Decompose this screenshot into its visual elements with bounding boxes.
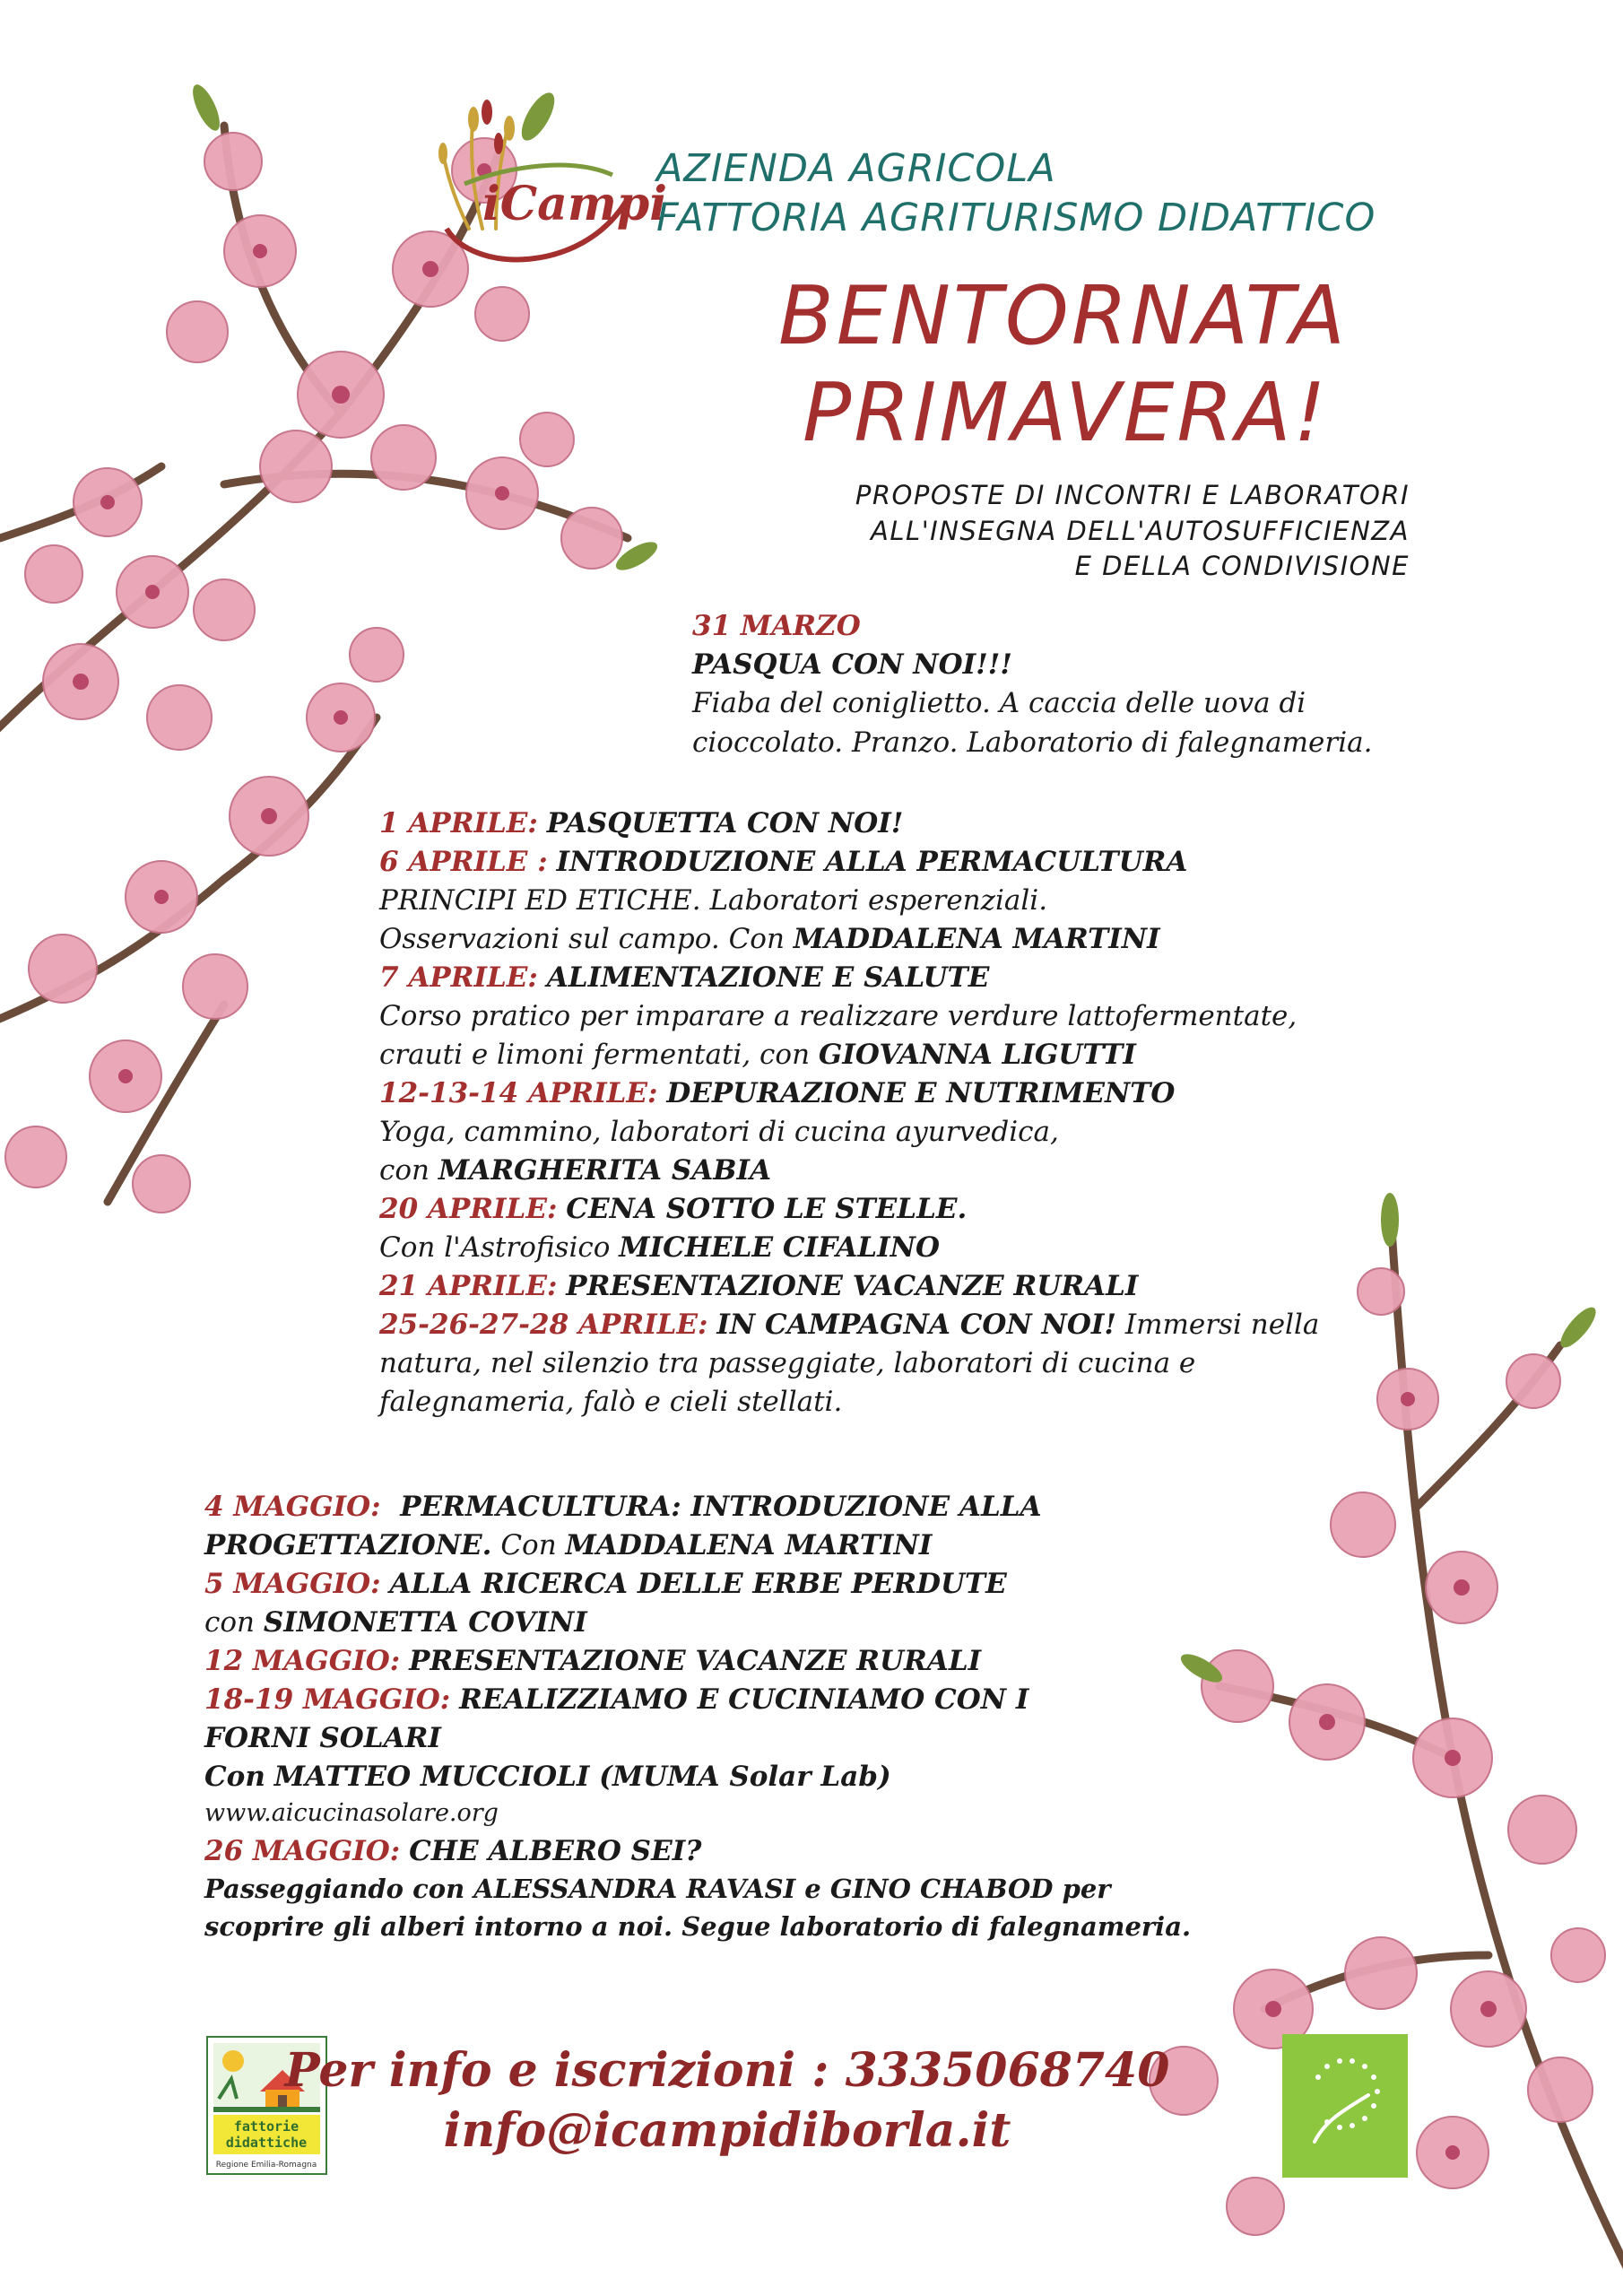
event-april-6: 6 APRILE : INTRODUZIONE ALLA PERMACULTURA: [379, 846, 1188, 878]
event-april-25-28: 25-26-27-28 APRILE: IN CAMPAGNA CON NOI! Immersi nella: [379, 1309, 1320, 1341]
event-may-18-19: 18-19 MAGGIO: REALIZZIAMO E CUCINIAMO CON I: [204, 1683, 1029, 1716]
icampi-logo-text: iCampi: [482, 177, 667, 231]
event-april-25-28-desc-2: natura, nel silenzio tra passeggiate, laboratori di cucina e: [379, 1347, 1196, 1379]
event-may-18-19-line-2: FORNI SOLARI: [204, 1722, 441, 1754]
event-may-12: 12 MAGGIO: PRESENTAZIONE VACANZE RURALI: [204, 1645, 982, 1677]
event-may-26-desc-2: scoprire gli alberi intorno a noi. Segue laboratorio di falegnameria.: [204, 1911, 1192, 1942]
org-name-line-1: AZIENDA AGRICOLA: [656, 146, 1056, 191]
event-april-6-desc-2: Osservazioni sul campo. Con MADDALENA MARTINI: [379, 923, 1160, 955]
event-may-4: 4 MAGGIO: PERMACULTURA: INTRODUZIONE ALLA: [204, 1491, 1042, 1523]
page-title-line-1: BENTORNATA: [778, 269, 1348, 363]
event-march-title: PASQUA CON NOI!!!: [692, 648, 1012, 681]
subtitle-line-2: ALL'INSEGNA DELL'AUTOSUFFICIENZA: [871, 516, 1410, 546]
event-april-25-28-desc-3: falegnameria, falò e cieli stellati.: [379, 1386, 843, 1418]
org-name-line-2: FATTORIA AGRITURISMO DIDATTICO: [656, 196, 1376, 240]
event-may-5-line-2: con SIMONETTA COVINI: [204, 1606, 587, 1639]
event-march-date: 31 MARZO: [692, 610, 861, 642]
subtitle-line-3: E DELLA CONDIVISIONE: [1074, 551, 1410, 581]
event-april-21: 21 APRILE: PRESENTAZIONE VACANZE RURALI: [379, 1270, 1139, 1302]
contact-email-link[interactable]: info@icampidiborla.it: [443, 2103, 1011, 2158]
event-may-26: 26 MAGGIO: CHE ALBERO SEI?: [204, 1835, 702, 1867]
icampi-logo: [420, 94, 667, 283]
event-april-6-desc-1: PRINCIPI ED ETICHE. Laboratori esperenziali.: [379, 884, 1048, 917]
page-title-line-2: PRIMAVERA!: [803, 366, 1329, 460]
fattorie-logo-line-1: fattorie: [233, 2118, 299, 2135]
event-april-1: 1 APRILE: PASQUETTA CON NOI!: [379, 807, 904, 839]
event-april-7-desc-2: crauti e limoni fermentati, con GIOVANNA LIGUTTI: [379, 1039, 1136, 1071]
event-march-desc-2: cioccolato. Pranzo. Laboratorio di falegnameria.: [692, 726, 1373, 759]
event-may-18-19-line-3: Con MATTEO MUCCIOLI (MUMA Solar Lab): [204, 1761, 891, 1793]
event-april-7: 7 APRILE: ALIMENTAZIONE E SALUTE: [379, 961, 990, 994]
event-april-12-14: 12-13-14 APRILE: DEPURAZIONE E NUTRIMENTO: [379, 1077, 1176, 1109]
contact-phone-line: Per info e iscrizioni : 3335068740: [284, 2043, 1170, 2098]
fattorie-logo-line-2: didattiche: [225, 2135, 308, 2151]
event-may-18-19-website-link[interactable]: www.aicucinasolare.org: [204, 1799, 499, 1827]
event-may-4-line-2: PROGETTAZIONE. Con MADDALENA MARTINI: [204, 1529, 933, 1561]
event-april-20-desc: Con l'Astrofisico MICHELE CIFALINO: [379, 1231, 940, 1264]
event-april-12-14-desc-1: Yoga, cammino, laboratori di cucina ayurvedica,: [379, 1116, 1059, 1148]
event-april-12-14-desc-2: con MARGHERITA SABIA: [379, 1154, 772, 1187]
subtitle-line-1: PROPOSTE DI INCONTRI E LABORATORI: [855, 480, 1410, 510]
fattorie-logo-region: Regione Emilia-Romagna: [215, 2161, 317, 2170]
event-april-7-desc-1: Corso pratico per imparare a realizzare verdure lattofermentate,: [379, 1000, 1298, 1032]
event-april-20: 20 APRILE: CENA SOTTO LE STELLE.: [379, 1193, 968, 1225]
event-may-26-desc-1: Passeggiando con ALESSANDRA RAVASI e GINO CHABOD per: [204, 1874, 1111, 1904]
event-may-5: 5 MAGGIO: ALLA RICERCA DELLE ERBE PERDUTE: [204, 1568, 1007, 1600]
eu-organic-leaf-logo: [1282, 2034, 1408, 2178]
event-march-desc-1: Fiaba del coniglietto. A caccia delle uova di: [692, 687, 1306, 719]
